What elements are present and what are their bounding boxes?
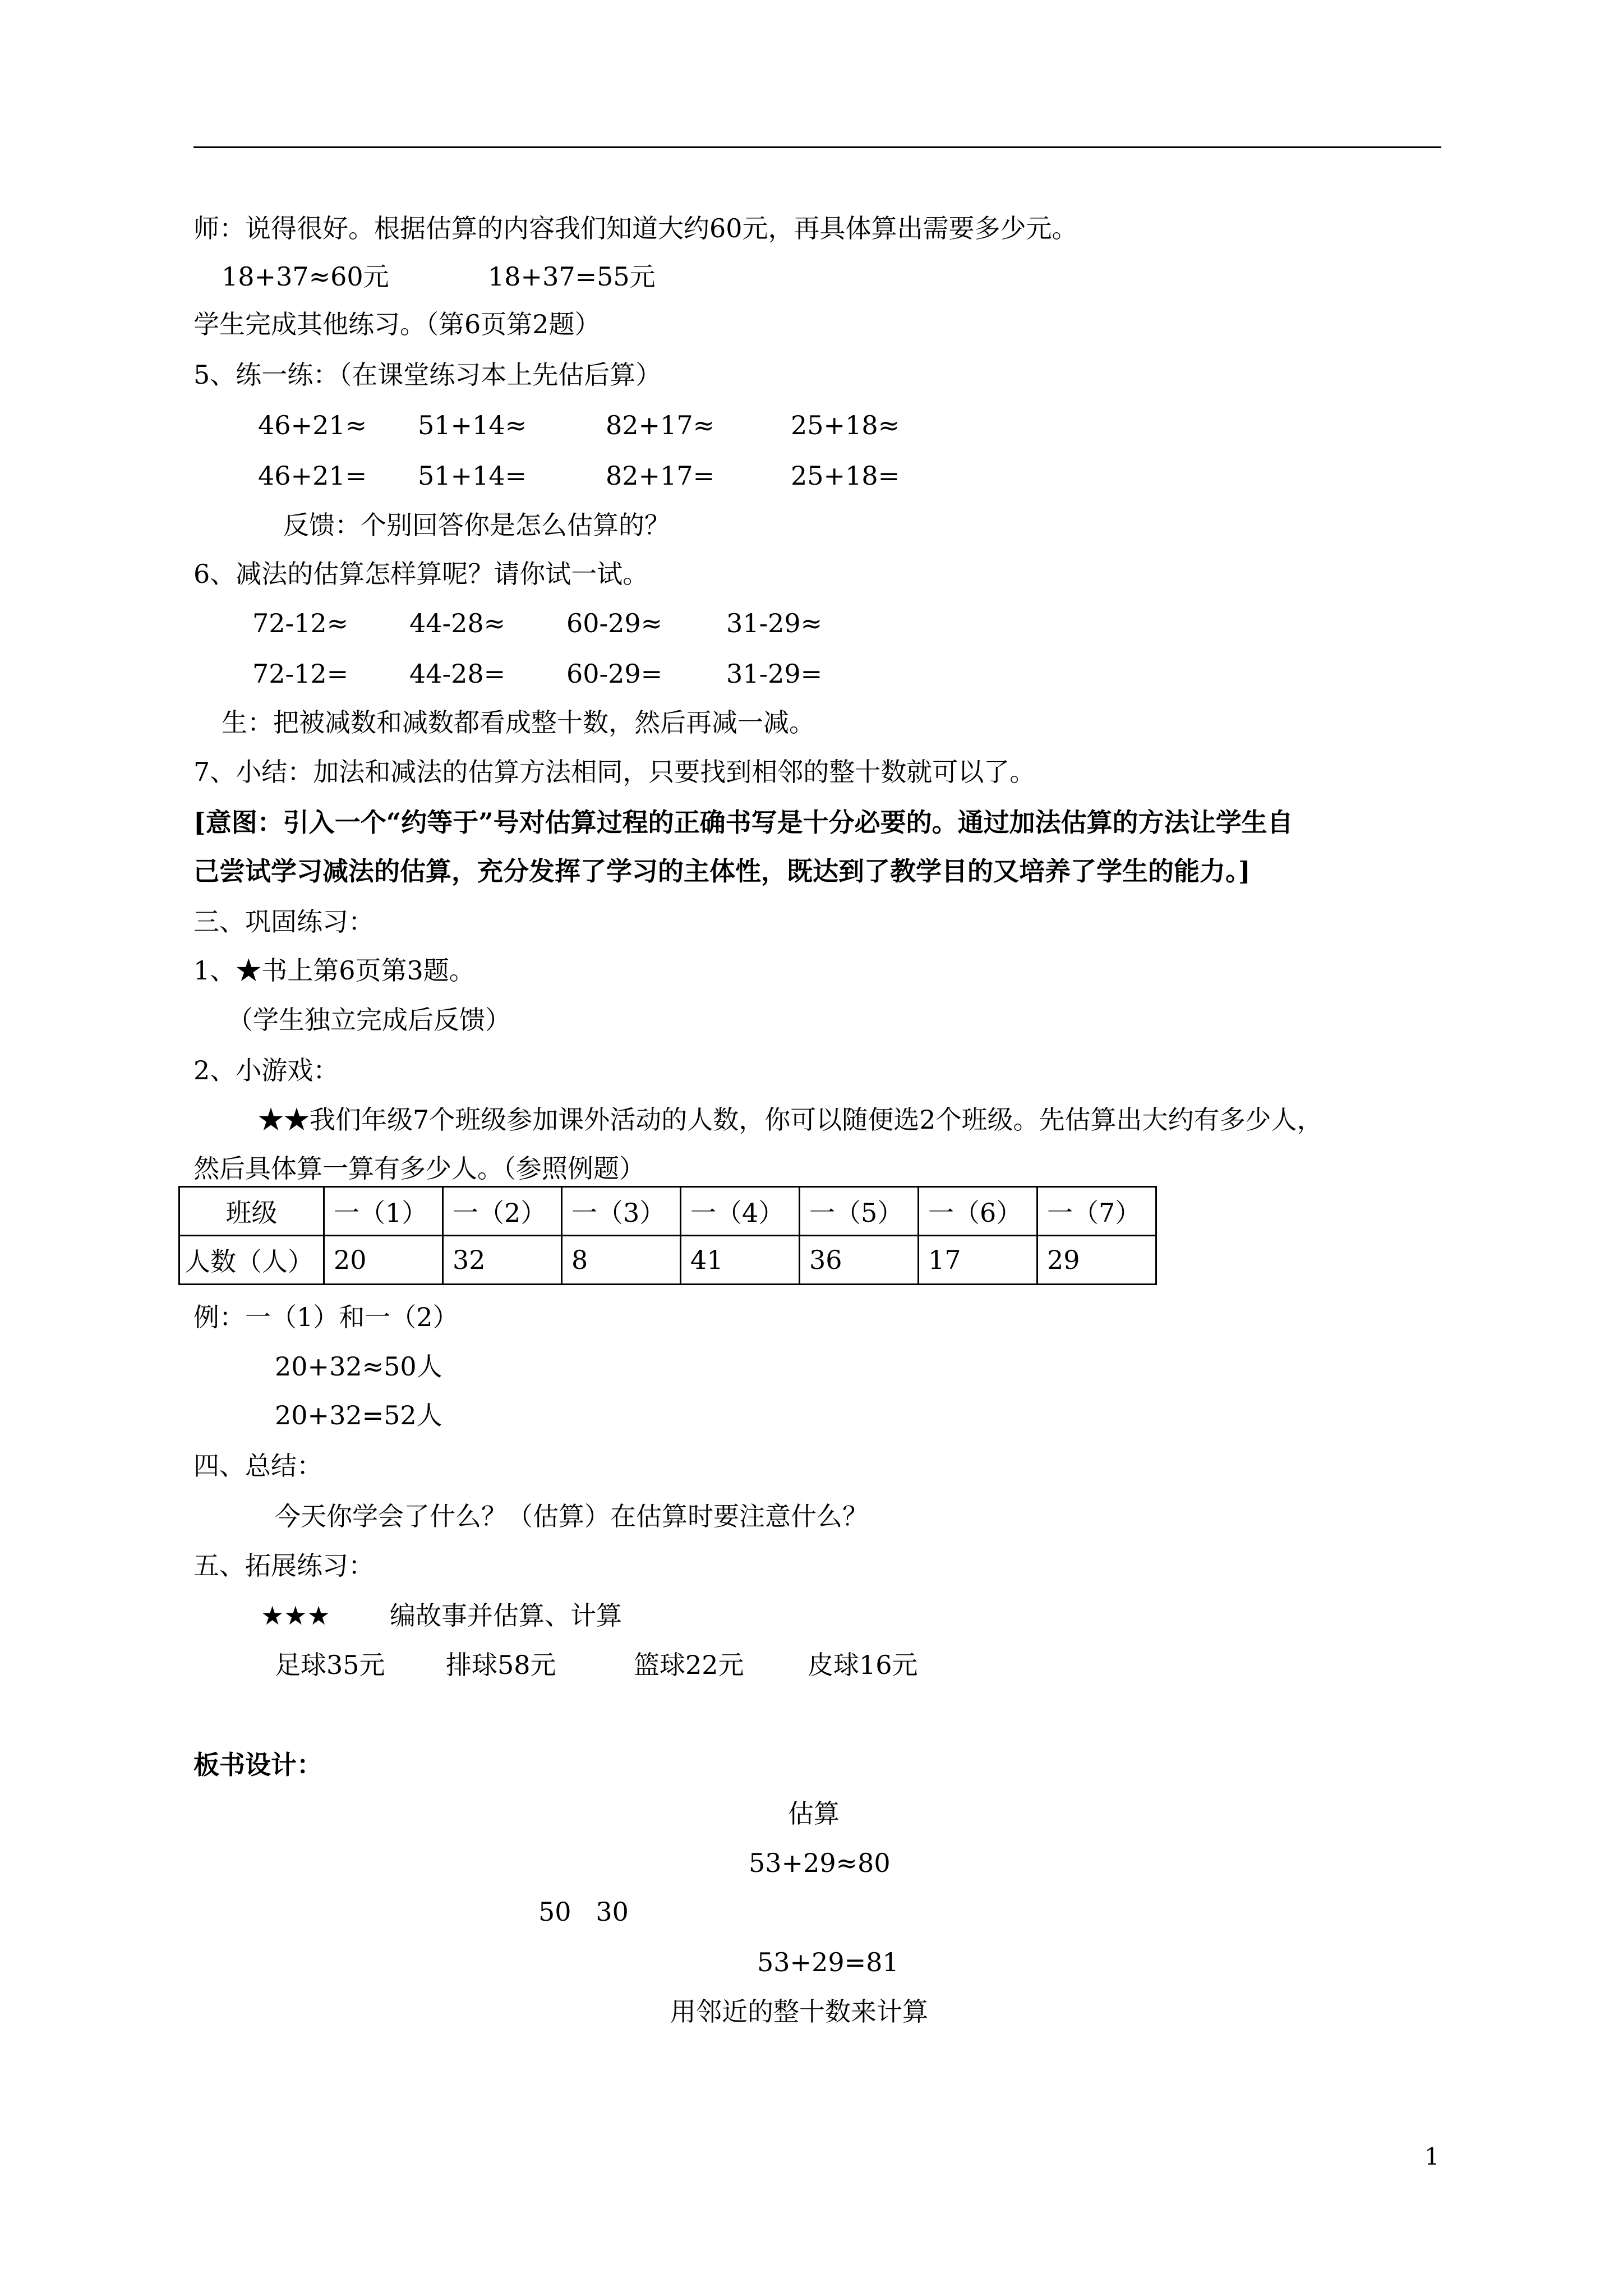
sub-estimate-2: 44-28≈: [409, 608, 506, 638]
teacher-line: 师：说得很好。根据估算的内容我们知道大约60元，再具体算出需要多少元。: [193, 213, 1078, 243]
practice-item-1-note: （学生独立完成后反馈）: [227, 1005, 511, 1035]
intent-line-2: 己尝试学习减法的估算，充分发挥了学习的主体性，既达到了教学目的又培养了学生的能力。]: [193, 856, 1251, 886]
add-estimate-4: 25+18≈: [791, 410, 900, 440]
table-cell: 17: [919, 1236, 1038, 1285]
table-header-cell: 班级: [179, 1187, 324, 1236]
part-3-title: 三、巩固练习：: [193, 907, 374, 937]
board-exact: 53+29=81: [757, 1947, 899, 1977]
table-header-cell: 一（6）: [919, 1187, 1038, 1236]
part-4-text: 今天你学会了什么？（估算）在估算时要注意什么？: [275, 1501, 868, 1531]
three-stars-icon: ★★★: [261, 1600, 330, 1631]
price-rubber-ball: 皮球16元: [808, 1650, 918, 1680]
table-header-cell: 一（2）: [443, 1187, 562, 1236]
part-5-title: 五、拓展练习：: [193, 1550, 374, 1581]
table-cell: 29: [1038, 1236, 1156, 1285]
table-row: [179, 1236, 1156, 1285]
table-header-row: [179, 1187, 1156, 1236]
add-estimate-3: 82+17≈: [606, 410, 715, 440]
table-header-cell: 一（7）: [1038, 1187, 1156, 1236]
other-practice: 学生完成其他练习。（第6页第2题）: [193, 309, 601, 339]
sub-estimate-1: 72-12≈: [252, 608, 349, 638]
board-tens: 50 30: [538, 1897, 629, 1927]
table-cell: 8: [562, 1236, 681, 1285]
intent-line-1: [意图：引入一个“约等于”号对估算过程的正确书写是十分必要的。通过加法估算的方法让学生自: [193, 807, 1293, 838]
game-line-2: 然后具体算一算有多少人。（参照例题）: [193, 1153, 645, 1184]
add-exact-1: 46+21=: [258, 461, 367, 491]
section-5-title: 5、练一练：（在课堂练习本上先估后算）: [193, 360, 662, 390]
section-6-title: 6、减法的估算怎样算呢？请你试一试。: [193, 559, 649, 589]
part-4-title: 四、总结：: [193, 1451, 322, 1481]
table-cell: 36: [800, 1236, 919, 1285]
example-title: 例：一（1）和一（2）: [193, 1302, 459, 1332]
page-number: 1: [1424, 2143, 1440, 2170]
price-football: 足球35元: [275, 1650, 385, 1680]
table-header-cell: 一（1）: [324, 1187, 443, 1236]
class-participants-table: [178, 1186, 1157, 1285]
board-design-title: 板书设计：: [193, 1750, 322, 1780]
sub-exact-1: 72-12=: [252, 659, 349, 689]
table-header-cell: 一（5）: [800, 1187, 919, 1236]
add-exact-2: 51+14=: [418, 461, 527, 491]
sub-exact-2: 44-28=: [409, 659, 506, 689]
feedback-line: 反馈：个别回答你是怎么估算的？: [283, 510, 670, 540]
board-estimate: 53+29≈80: [749, 1848, 891, 1878]
board-heading: 估算: [788, 1798, 840, 1829]
sub-estimate-4: 31-29≈: [726, 608, 823, 638]
sub-exact-4: 31-29=: [726, 659, 823, 689]
example-estimate: 18+37≈60元: [222, 261, 389, 292]
add-exact-3: 82+17=: [606, 461, 715, 491]
table-cell: 20: [324, 1236, 443, 1285]
sub-estimate-3: 60-29≈: [566, 608, 663, 638]
price-basketball: 篮球22元: [634, 1650, 744, 1680]
sub-exact-3: 60-29=: [566, 659, 663, 689]
example-calc-line: 20+32=52人: [275, 1400, 442, 1430]
add-estimate-2: 51+14≈: [418, 410, 527, 440]
practice-item-1: 1、★书上第6页第3题。: [193, 955, 475, 986]
example-exact: 18+37=55元: [488, 261, 656, 292]
price-volleyball: 排球58元: [446, 1650, 556, 1680]
table-cell: 32: [443, 1236, 562, 1285]
game-line-1: ★★我们年级7个班级参加课外活动的人数，你可以随便选2个班级。先估算出大约有多少人，: [258, 1105, 1323, 1135]
example-estimate-line: 20+32≈50人: [275, 1351, 442, 1382]
part-5-task: 编故事并估算、计算: [390, 1600, 622, 1631]
table-cell: 人数（人）: [179, 1236, 324, 1285]
practice-item-2: 2、小游戏：: [193, 1055, 339, 1085]
add-estimate-1: 46+21≈: [258, 410, 367, 440]
add-exact-4: 25+18=: [791, 461, 900, 491]
student-line: 生：把被减数和减数都看成整十数，然后再减一减。: [222, 707, 815, 738]
table-cell: 41: [681, 1236, 800, 1285]
section-7-summary: 7、小结：加法和减法的估算方法相同，只要找到相邻的整十数就可以了。: [193, 757, 1036, 787]
board-note: 用邻近的整十数来计算: [670, 1996, 928, 2027]
table-header-cell: 一（4）: [681, 1187, 800, 1236]
header-rule: [193, 146, 1441, 148]
table-header-cell: 一（3）: [562, 1187, 681, 1236]
